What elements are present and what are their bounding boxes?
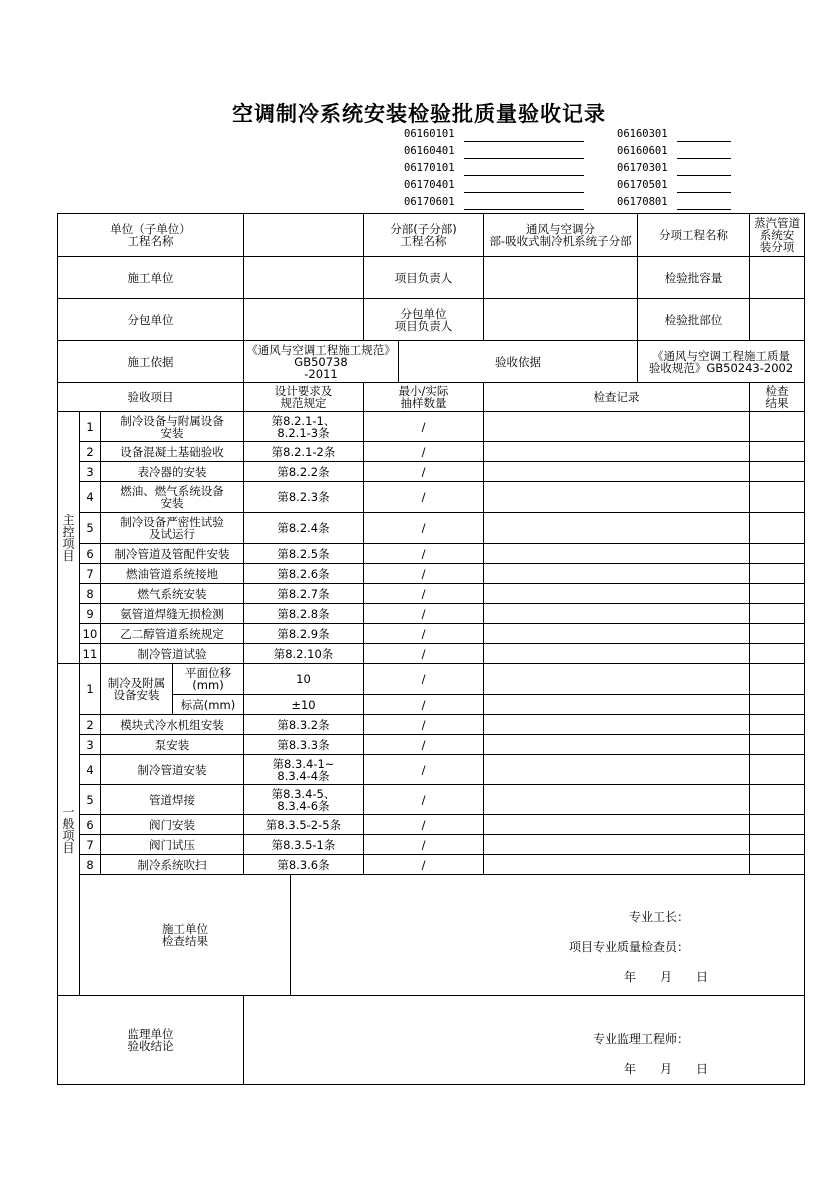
general-item-row	[58, 664, 805, 695]
item-spec: 第8.3.4-1~ 8.3.4-4条	[244, 755, 364, 785]
acceptance-basis-label: 验收依据	[399, 341, 638, 383]
item-name: 乙二醇管道系统规定	[101, 624, 244, 644]
item-number: 6	[80, 544, 101, 564]
item-sample: /	[364, 695, 484, 715]
item-spec: 第8.2.1-2条	[244, 442, 364, 462]
item-result[interactable]	[750, 755, 805, 785]
supervising-engineer-label: 专业监理工程师：	[593, 1032, 690, 1046]
item-record[interactable]	[484, 695, 750, 715]
subcontractor-label: 分包单位	[58, 299, 244, 341]
item-record[interactable]	[484, 785, 750, 815]
item-result[interactable]	[750, 564, 805, 584]
item-name: 制冷管道安装	[101, 755, 244, 785]
item-name: 制冷设备与附属设备 安装	[101, 412, 244, 442]
batch-capacity-label: 检验批容量	[638, 257, 750, 299]
item-name: 阀门安装	[101, 815, 244, 835]
item-spec: 第8.3.5-2-5条	[244, 815, 364, 835]
item-spec: 第8.2.2条	[244, 462, 364, 482]
main-item-row	[58, 544, 805, 564]
item-sample: /	[364, 855, 484, 875]
item-number: 2	[80, 442, 101, 462]
item-result[interactable]	[750, 644, 805, 664]
general-item-row	[58, 835, 805, 855]
subunit-name-value: 通风与空调分 部-吸收式制冷机系统子分部	[484, 214, 638, 257]
contractor-date: 年 月 日	[624, 970, 709, 984]
item-record[interactable]	[484, 584, 750, 604]
code-entry	[404, 126, 584, 142]
item-sample: /	[364, 482, 484, 513]
item-record[interactable]	[484, 604, 750, 624]
code-entry	[617, 177, 731, 193]
item-result[interactable]	[750, 695, 805, 715]
code-number: 06170301	[617, 162, 668, 174]
item-result[interactable]	[750, 482, 805, 513]
code-number: 06170101	[404, 162, 455, 174]
item-sample: /	[364, 785, 484, 815]
item-sample: /	[364, 755, 484, 785]
item-name: 燃油、燃气系统设备 安装	[101, 482, 244, 513]
item-name: 模块式冷水机组安装	[101, 715, 244, 735]
item-result[interactable]	[750, 815, 805, 835]
item-spec: 第8.2.1-1、 8.2.1-3条	[244, 412, 364, 442]
item-spec: 第8.2.7条	[244, 584, 364, 604]
item-spec: 第8.2.8条	[244, 604, 364, 624]
contractor-result-label: 施工单位 检查结果	[80, 875, 291, 996]
item-name: 泵安装	[101, 735, 244, 755]
item-result[interactable]	[750, 835, 805, 855]
contractor-value[interactable]	[244, 257, 364, 299]
code-entry	[404, 143, 584, 159]
item-spec: 第8.2.5条	[244, 544, 364, 564]
project-manager-label: 项目负责人	[364, 257, 484, 299]
supervisor-result-label: 监理单位 验收结论	[58, 996, 244, 1085]
item-number: 10	[80, 624, 101, 644]
item-record[interactable]	[484, 513, 750, 544]
code-fill-line[interactable]	[677, 163, 731, 176]
contractor-label: 施工单位	[58, 257, 244, 299]
item-record[interactable]	[484, 624, 750, 644]
item-sample: /	[364, 513, 484, 544]
item-spec: 第8.2.4条	[244, 513, 364, 544]
subunit-name-label: 分部(子分部) 工程名称	[364, 214, 484, 257]
item-sample: /	[364, 715, 484, 735]
item-name: 制冷管道及管配件安装	[101, 544, 244, 564]
item-result[interactable]	[750, 785, 805, 815]
item-number: 4	[80, 482, 101, 513]
general-item-row	[58, 715, 805, 735]
item-name: 制冷设备严密性试验 及试运行	[101, 513, 244, 544]
code-number: 06160601	[617, 145, 668, 157]
item-number: 9	[80, 604, 101, 624]
contractor-result-row	[58, 875, 805, 996]
item-spec: 第8.2.10条	[244, 644, 364, 664]
item-result[interactable]	[750, 544, 805, 564]
item-spec: 10	[244, 664, 364, 695]
code-entry	[617, 160, 731, 176]
item-result[interactable]	[750, 855, 805, 875]
item-result[interactable]	[750, 604, 805, 624]
item-sample: /	[364, 624, 484, 644]
code-number: 06160401	[404, 145, 455, 157]
inspection-form	[57, 213, 805, 1085]
main-item-row	[58, 412, 805, 442]
sub-item-name: 平面位移 (mm)	[173, 664, 244, 695]
supervisor-result-area[interactable]	[244, 996, 805, 1085]
item-spec: 第8.3.3条	[244, 735, 364, 755]
unit-name-label: 单位（子单位） 工程名称	[58, 214, 244, 257]
column-item: 验收项目	[58, 383, 244, 412]
item-result[interactable]	[750, 412, 805, 442]
item-sample: /	[364, 584, 484, 604]
column-record: 检查记录	[484, 383, 750, 412]
item-sample: /	[364, 664, 484, 695]
item-sample: /	[364, 462, 484, 482]
sub-project-manager-value[interactable]	[484, 299, 638, 341]
batch-capacity-value[interactable]	[750, 257, 805, 299]
item-name: 燃气系统安装	[101, 584, 244, 604]
item-spec: 第8.3.4-5、 8.3.4-6条	[244, 785, 364, 815]
code-entry	[404, 160, 584, 176]
item-spec: 第8.2.9条	[244, 624, 364, 644]
code-fill-line[interactable]	[464, 129, 584, 142]
general-item-row	[58, 755, 805, 785]
item-sample: /	[364, 544, 484, 564]
code-fill-line[interactable]	[677, 197, 731, 210]
code-fill-line[interactable]	[677, 129, 731, 142]
item-spec: 第8.3.5-1条	[244, 835, 364, 855]
column-sample: 最小/实际 抽样数量	[364, 383, 484, 412]
code-entry	[404, 194, 584, 210]
code-fill-line[interactable]	[677, 146, 731, 159]
item-record[interactable]	[484, 815, 750, 835]
contractor-result-area[interactable]	[291, 875, 805, 996]
code-entry	[404, 177, 584, 193]
supervisor-date: 年 月 日	[624, 1062, 709, 1076]
column-spec: 设计要求及 规范规定	[244, 383, 364, 412]
item-record[interactable]	[484, 442, 750, 462]
item-sample: /	[364, 835, 484, 855]
item-number: 5	[80, 513, 101, 544]
code-fill-line[interactable]	[464, 197, 584, 210]
item-number: 4	[80, 755, 101, 785]
item-name: 制冷及附属 设备安装	[101, 664, 173, 715]
main-item-row	[58, 564, 805, 584]
quality-inspector-label: 项目专业质量检查员：	[569, 940, 690, 954]
item-name: 管道焊接	[101, 785, 244, 815]
general-item-row	[58, 815, 805, 835]
item-number: 1	[80, 412, 101, 442]
item-record[interactable]	[484, 835, 750, 855]
code-number: 06160301	[617, 128, 668, 140]
item-result[interactable]	[750, 584, 805, 604]
item-spec: 第8.3.2条	[244, 715, 364, 735]
item-record[interactable]	[484, 412, 750, 442]
item-name-label: 分项工程名称	[638, 214, 750, 257]
item-spec: 第8.2.6条	[244, 564, 364, 584]
item-record[interactable]	[484, 644, 750, 664]
code-entry	[617, 126, 731, 142]
item-spec: 第8.2.3条	[244, 482, 364, 513]
construction-basis-label: 施工依据	[58, 341, 244, 383]
item-result[interactable]	[750, 513, 805, 544]
item-spec: 第8.3.6条	[244, 855, 364, 875]
sub-project-manager-label: 分包单位 项目负责人	[364, 299, 484, 341]
item-result[interactable]	[750, 715, 805, 735]
batch-location-label: 检验批部位	[638, 299, 750, 341]
item-record[interactable]	[484, 564, 750, 584]
item-name: 制冷管道试验	[101, 644, 244, 664]
item-sample: /	[364, 412, 484, 442]
item-name: 氨管道焊缝无损检测	[101, 604, 244, 624]
code-number: 06170801	[617, 196, 668, 208]
main-item-row	[58, 442, 805, 462]
main-item-row	[58, 644, 805, 664]
code-entry	[617, 194, 731, 210]
item-name-value: 蒸汽管道系统安 装分项	[750, 214, 805, 257]
batch-location-value[interactable]	[750, 299, 805, 341]
item-number: 2	[80, 715, 101, 735]
project-manager-value[interactable]	[484, 257, 638, 299]
item-result[interactable]	[750, 735, 805, 755]
item-result[interactable]	[750, 624, 805, 644]
item-record[interactable]	[484, 482, 750, 513]
item-number: 8	[80, 584, 101, 604]
item-sample: /	[364, 442, 484, 462]
sub-item-name: 标高(mm)	[173, 695, 244, 715]
column-result: 检查 结果	[750, 383, 805, 412]
main-control-label: 主 控 项 目	[58, 412, 80, 664]
main-item-row	[58, 584, 805, 604]
item-name: 燃油管道系统接地	[101, 564, 244, 584]
code-entry	[617, 143, 731, 159]
item-record[interactable]	[484, 715, 750, 735]
item-sample: /	[364, 815, 484, 835]
general-item-row	[58, 735, 805, 755]
code-number: 06160101	[404, 128, 455, 140]
subcontractor-value[interactable]	[244, 299, 364, 341]
code-fill-line[interactable]	[464, 146, 584, 159]
supervisor-result-row	[58, 996, 805, 1085]
item-number: 7	[80, 564, 101, 584]
general-item-row	[58, 855, 805, 875]
item-number: 11	[80, 644, 101, 664]
main-item-row	[58, 462, 805, 482]
item-number: 5	[80, 785, 101, 815]
main-item-row	[58, 513, 805, 544]
item-name: 表冷器的安装	[101, 462, 244, 482]
item-number: 3	[80, 735, 101, 755]
item-number: 8	[80, 855, 101, 875]
code-fill-line[interactable]	[464, 180, 584, 193]
item-sample: /	[364, 735, 484, 755]
item-sample: /	[364, 644, 484, 664]
item-number: 1	[80, 664, 101, 715]
acceptance-basis-value: 《通风与空调工程施工质量 验收规范》GB50243-2002	[638, 341, 805, 383]
general-items-label: 一 般 项 目	[58, 664, 80, 996]
construction-basis-value: 《通风与空调工程施工规范》GB50738 -2011	[244, 341, 399, 383]
item-name: 设备混凝土基础验收	[101, 442, 244, 462]
item-record[interactable]	[484, 544, 750, 564]
code-fill-line[interactable]	[677, 180, 731, 193]
item-record[interactable]	[484, 462, 750, 482]
item-record[interactable]	[484, 755, 750, 785]
item-name: 制冷系统吹扫	[101, 855, 244, 875]
code-number: 06170501	[617, 179, 668, 191]
item-number: 3	[80, 462, 101, 482]
item-name: 阀门试压	[101, 835, 244, 855]
unit-name-value[interactable]	[244, 214, 364, 257]
item-sample: /	[364, 604, 484, 624]
item-record[interactable]	[484, 855, 750, 875]
general-item-row	[58, 785, 805, 815]
item-result[interactable]	[750, 664, 805, 695]
item-record[interactable]	[484, 664, 750, 695]
foreman-label: 专业工长：	[629, 910, 690, 924]
item-number: 7	[80, 835, 101, 855]
code-number: 06170601	[404, 196, 455, 208]
item-record[interactable]	[484, 735, 750, 755]
item-result[interactable]	[750, 462, 805, 482]
item-spec: ±10	[244, 695, 364, 715]
item-result[interactable]	[750, 442, 805, 462]
main-item-row	[58, 604, 805, 624]
item-sample: /	[364, 564, 484, 584]
code-number: 06170401	[404, 179, 455, 191]
main-item-row	[58, 624, 805, 644]
code-fill-line[interactable]	[464, 163, 584, 176]
item-number: 6	[80, 815, 101, 835]
page-title: 空调制冷系统安装检验批质量验收记录	[232, 102, 606, 126]
main-item-row	[58, 482, 805, 513]
